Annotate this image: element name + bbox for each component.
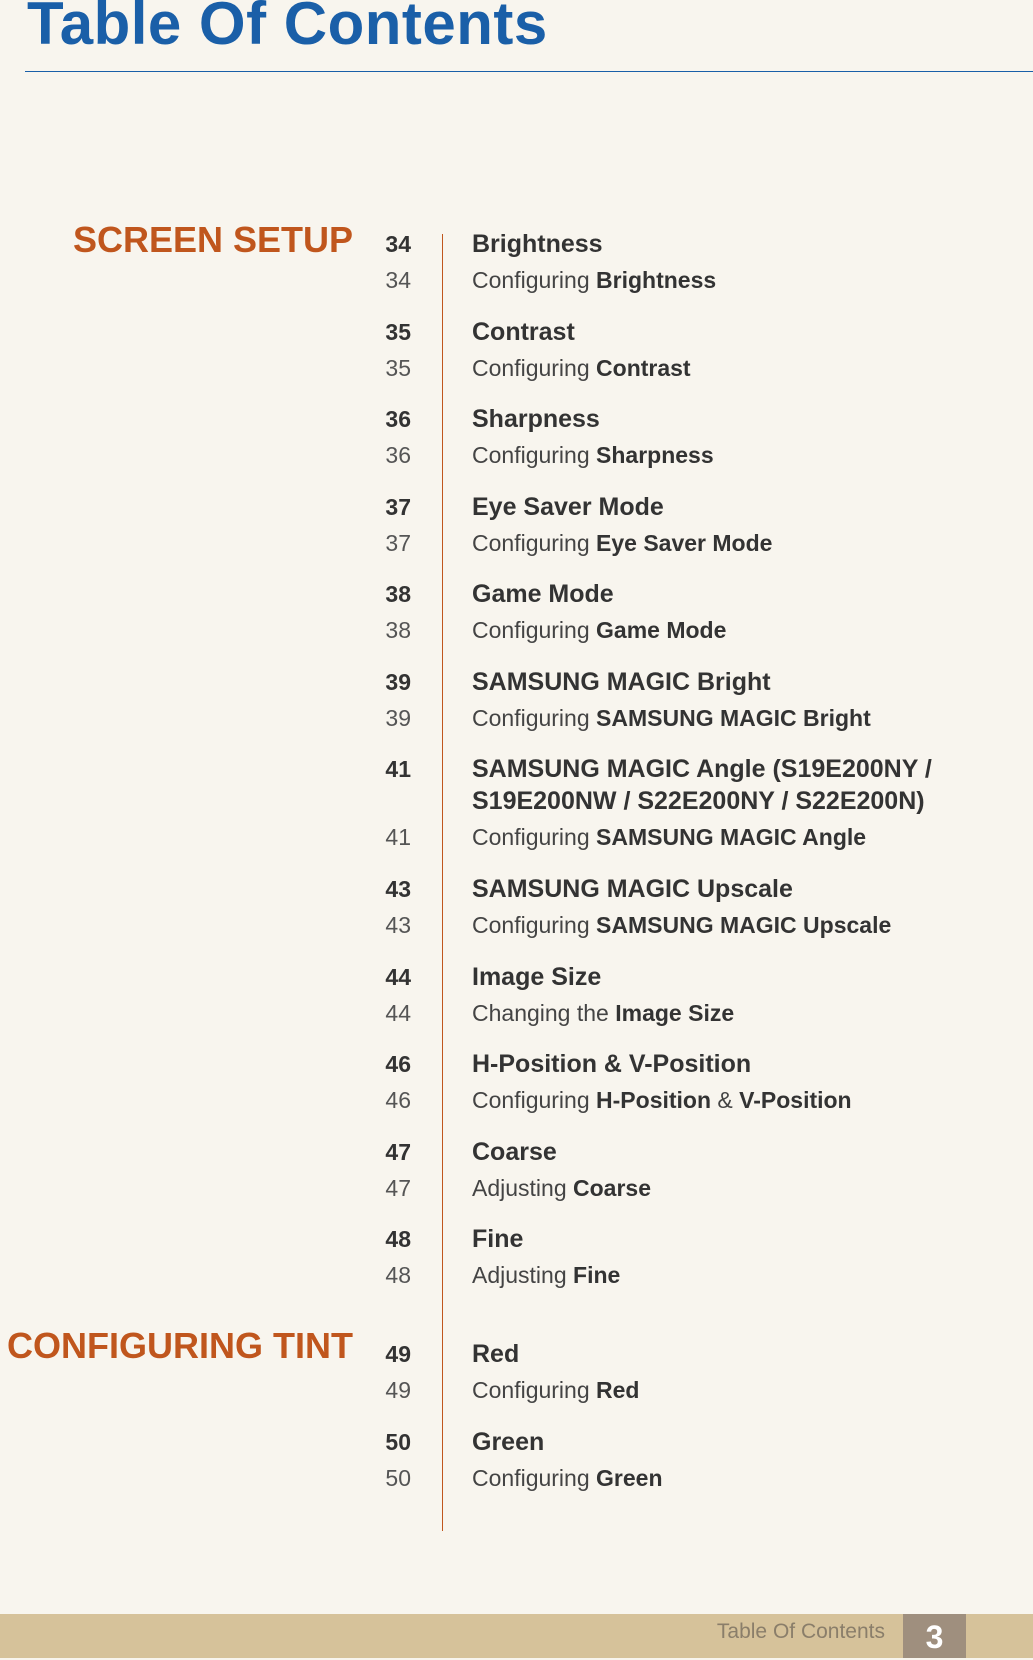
subentry-prefix: Configuring (472, 912, 597, 938)
subentry-prefix: Adjusting (472, 1262, 574, 1288)
subentry-page-number[interactable]: 47 (385, 1175, 411, 1201)
subentry-page-number[interactable]: 46 (385, 1087, 411, 1113)
entry-page-number[interactable]: 44 (385, 964, 411, 990)
subentry-prefix: Configuring (472, 617, 597, 643)
toc-entry-contrast[interactable] (0, 314, 1033, 386)
subentry-page-number[interactable]: 35 (385, 355, 411, 381)
toc-entry-magic-angle[interactable] (0, 751, 1033, 855)
toc-entry-h-v-position[interactable] (0, 1046, 1033, 1118)
entry-page-number[interactable]: 49 (385, 1341, 411, 1367)
subentry-page-number[interactable]: 48 (385, 1262, 411, 1288)
page-title: Table Of Contents (27, 0, 548, 57)
entry-title[interactable]: Image Size (472, 963, 602, 991)
subentry-link[interactable] (472, 612, 992, 648)
subentry-page-number[interactable]: 50 (385, 1465, 411, 1491)
toc-entry-green[interactable] (0, 1424, 1033, 1496)
subentry-bold: H-Position (596, 1087, 712, 1113)
subentry-link[interactable] (472, 819, 992, 855)
subentry-bold: Brightness (596, 267, 717, 293)
subentry-bold: SAMSUNG MAGIC Upscale (596, 912, 892, 938)
subentry-link[interactable] (472, 1257, 992, 1293)
toc-entry-brightness[interactable] (0, 226, 1033, 298)
subentry-bold: Game Mode (596, 617, 727, 643)
entry-title[interactable]: Red (472, 1340, 520, 1368)
entry-page-number[interactable]: 46 (385, 1051, 411, 1077)
subentry-prefix: Configuring (472, 1465, 597, 1491)
toc-entry-magic-upscale[interactable] (0, 871, 1033, 943)
subentry-bold-2: V-Position (739, 1087, 852, 1113)
entry-page-number[interactable]: 41 (385, 756, 411, 782)
entry-title[interactable]: Green (472, 1428, 545, 1456)
subentry-page-number[interactable]: 36 (385, 442, 411, 468)
subentry-page-number[interactable]: 49 (385, 1377, 411, 1403)
entry-page-number[interactable]: 35 (385, 319, 411, 345)
subentry-page-number[interactable]: 41 (385, 824, 411, 850)
entry-page-number[interactable]: 38 (385, 581, 411, 607)
subentry-link[interactable] (472, 1082, 992, 1118)
subentry-bold: Fine (573, 1262, 621, 1288)
entry-title[interactable]: Fine (472, 1225, 524, 1253)
entry-title[interactable]: SAMSUNG MAGIC Bright (472, 668, 771, 696)
subentry-page-number[interactable]: 43 (385, 912, 411, 938)
entry-title[interactable]: Eye Saver Mode (472, 493, 664, 521)
toc-entry-fine[interactable] (0, 1221, 1033, 1293)
subentry-bold: Coarse (573, 1175, 651, 1201)
subentry-bold: Red (596, 1377, 640, 1403)
subentry-link[interactable] (472, 1170, 992, 1206)
subentry-prefix: Configuring (472, 355, 597, 381)
subentry-prefix: Configuring (472, 530, 597, 556)
subentry-prefix: Configuring (472, 705, 597, 731)
entry-page-number[interactable]: 50 (385, 1429, 411, 1455)
entry-title[interactable]: Brightness (472, 230, 603, 258)
toc-entry-game-mode[interactable] (0, 576, 1033, 648)
subentry-prefix: Configuring (472, 1087, 597, 1113)
entry-title[interactable]: Sharpness (472, 405, 600, 433)
subentry-bold: Green (596, 1465, 663, 1491)
subentry-page-number[interactable]: 39 (385, 705, 411, 731)
toc-entry-image-size[interactable] (0, 959, 1033, 1031)
entry-page-number[interactable]: 48 (385, 1226, 411, 1252)
subentry-prefix: Configuring (472, 824, 597, 850)
footer-label: Table Of Contents (716, 1620, 885, 1643)
subentry-connector: & (711, 1087, 740, 1113)
entry-page-number[interactable]: 47 (385, 1139, 411, 1165)
entry-title[interactable]: Game Mode (472, 580, 614, 608)
subentry-prefix: Adjusting (472, 1175, 574, 1201)
entry-page-number[interactable]: 37 (385, 494, 411, 520)
subentry-page-number[interactable]: 34 (385, 267, 411, 293)
footer-page-number: 3 (903, 1614, 966, 1658)
subentry-link[interactable] (472, 262, 992, 298)
entry-title[interactable]: H-Position & V-Position (472, 1050, 752, 1078)
subentry-link[interactable] (472, 907, 992, 943)
subentry-link[interactable] (472, 1460, 992, 1496)
title-divider (25, 71, 1033, 72)
subentry-link[interactable] (472, 350, 992, 386)
subentry-link[interactable] (472, 700, 992, 736)
subentry-bold: Eye Saver Mode (596, 530, 773, 556)
toc-entry-eye-saver-mode[interactable] (0, 489, 1033, 561)
subentry-prefix: Configuring (472, 442, 597, 468)
entry-page-number[interactable]: 36 (385, 406, 411, 432)
subentry-bold: Contrast (596, 355, 691, 381)
subentry-link[interactable] (472, 525, 992, 561)
subentry-bold: SAMSUNG MAGIC Angle (596, 824, 867, 850)
subentry-link[interactable] (472, 1372, 992, 1408)
subentry-prefix: Changing the (472, 1000, 616, 1026)
subentry-prefix: Configuring (472, 267, 597, 293)
subentry-link[interactable] (472, 995, 992, 1031)
entry-page-number[interactable]: 43 (385, 876, 411, 902)
subentry-page-number[interactable]: 38 (385, 617, 411, 643)
entry-page-number[interactable]: 39 (385, 669, 411, 695)
entry-title[interactable]: SAMSUNG MAGIC Angle (S19E200NY / S19E200NW / S22E200NY / S22E200N) (472, 755, 932, 815)
entry-title[interactable]: SAMSUNG MAGIC Upscale (472, 875, 793, 903)
toc-entry-magic-bright[interactable] (0, 664, 1033, 736)
section-heading-configuring-tint: CONFIGURING TINT (7, 1325, 353, 1366)
toc-entry-sharpness[interactable] (0, 401, 1033, 473)
section-heading-screen-setup: SCREEN SETUP (72, 219, 353, 260)
subentry-prefix: Configuring (472, 1377, 597, 1403)
entry-title[interactable]: Coarse (472, 1138, 557, 1166)
subentry-bold: Sharpness (596, 442, 714, 468)
subentry-page-number[interactable]: 44 (385, 1000, 411, 1026)
entry-page-number[interactable]: 34 (385, 231, 411, 257)
subentry-bold: SAMSUNG MAGIC Bright (596, 705, 871, 731)
subentry-page-number[interactable]: 37 (385, 530, 411, 556)
entry-title[interactable]: Contrast (472, 318, 575, 346)
subentry-bold: Image Size (615, 1000, 735, 1026)
toc-entry-coarse[interactable] (0, 1134, 1033, 1206)
subentry-link[interactable] (472, 437, 992, 473)
toc-entry-red[interactable] (0, 1336, 1033, 1408)
